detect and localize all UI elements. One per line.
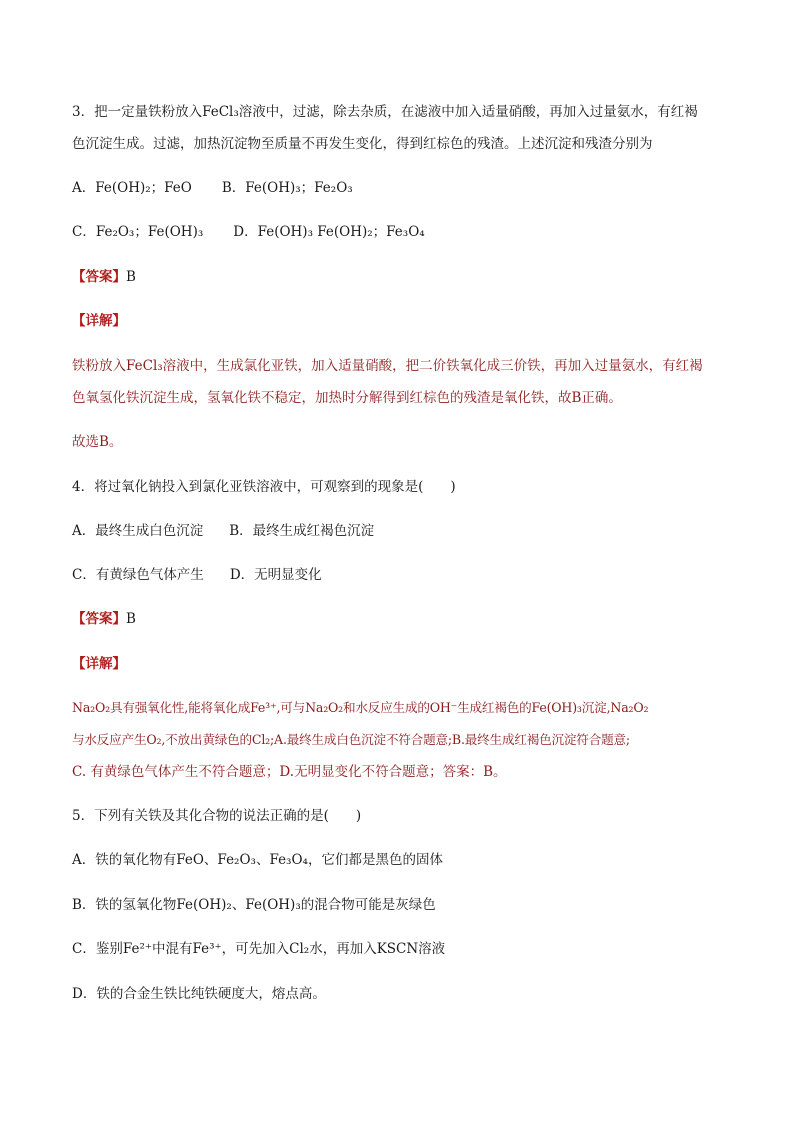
q3-detail-tag: 【详解】 bbox=[72, 313, 126, 329]
q3-detail-line-2: 色氧氢化铁沉淀生成，氢氧化铁不稳定，加热时分解得到红棕色的残渣是氧化铁，故B正确。 bbox=[72, 390, 622, 406]
q5-option-b: B．铁的氢氧化物Fe(OH)₂、Fe(OH)₃的混合物可能是灰绿色 bbox=[72, 897, 436, 913]
q3-options-row-2 bbox=[72, 222, 425, 242]
q3-stem-line-2: 色沉淀生成。过滤，加热沉淀物至质量不再发生变化，得到红棕色的残渣。上述沉淀和残渣分别为 bbox=[72, 136, 653, 152]
q3-options-row-1 bbox=[72, 178, 353, 198]
q4-answer bbox=[72, 609, 136, 629]
q4-detail-line-2: 与水反应产生O₂,不放出黄绿色的Cl₂;A.最终生成白色沉淀不符合题意;B.最终生成红褐色沉淀符合题意; bbox=[72, 732, 630, 747]
q5-stem: 5．下列有关铁及其化合物的说法正确的是( ) bbox=[72, 808, 362, 824]
q3-conclusion: 故选B。 bbox=[72, 434, 123, 450]
q4-option-c: C．有黄绿色气体产生 bbox=[72, 567, 204, 583]
q3-stem-line-1: 3．把一定量铁粉放入FeCl₃溶液中，过滤，除去杂质，在滤液中加入适量硝酸，再加入过量氨水，有红褐 bbox=[72, 104, 698, 120]
q5-option-c: C．鉴别Fe²⁺中混有Fe³⁺，可先加入Cl₂水，再加入KSCN溶液 bbox=[72, 941, 446, 957]
q4-options-row-2 bbox=[72, 565, 322, 585]
q5-option-d: D．铁的合金生铁比纯铁硬度大，熔点高。 bbox=[72, 986, 326, 1002]
q3-option-a: A．Fe(OH)₂；FeO bbox=[72, 180, 192, 196]
q4-option-d: D．无明显变化 bbox=[229, 567, 322, 583]
q5-option-a: A．铁的氧化物有FeO、Fe₂O₃、Fe₃O₄，它们都是黑色的固体 bbox=[72, 852, 443, 868]
q4-option-a: A．最终生成白色沉淀 bbox=[72, 523, 204, 539]
q4-options-row-1 bbox=[72, 521, 374, 541]
q3-answer-tag: 【答案】 bbox=[72, 269, 126, 285]
q4-stem: 4．将过氧化钠投入到氯化亚铁溶液中，可观察到的现象是( ) bbox=[72, 479, 456, 495]
q3-answer-value: B bbox=[126, 269, 136, 285]
q3-option-c: C．Fe₂O₃；Fe(OH)₃ bbox=[72, 224, 204, 240]
q3-detail-heading bbox=[72, 311, 126, 331]
q4-option-b: B．最终生成红褐色沉淀 bbox=[229, 523, 375, 539]
q4-answer-value: B bbox=[126, 611, 136, 627]
q3-detail-line-1: 铁粉放入FeCl₃溶液中，生成氯化亚铁，加入适量硝酸，把二价铁氧化成三价铁，再加入过量氨水，有红褐 bbox=[72, 358, 703, 374]
q4-detail-line-3: C. 有黄绿色气体产生不符合题意；D.无明显变化不符合题意；答案：B。 bbox=[72, 764, 507, 780]
q4-detail-line-1: Na₂O₂具有强氧化性,能将氧化成Fe³⁺,可与Na₂O₂和水反应生成的OH⁻生成红褐色的Fe(OH)₃沉淀,Na₂O₂ bbox=[72, 700, 649, 715]
q3-option-d: D．Fe(OH)₃ Fe(OH)₂；Fe₃O₄ bbox=[233, 224, 425, 240]
q4-detail-tag: 【详解】 bbox=[72, 656, 126, 672]
q4-answer-tag: 【答案】 bbox=[72, 611, 126, 627]
q3-answer bbox=[72, 267, 136, 287]
q3-option-b: B．Fe(OH)₃；Fe₂O₃ bbox=[221, 180, 353, 196]
q4-detail-heading bbox=[72, 654, 126, 674]
